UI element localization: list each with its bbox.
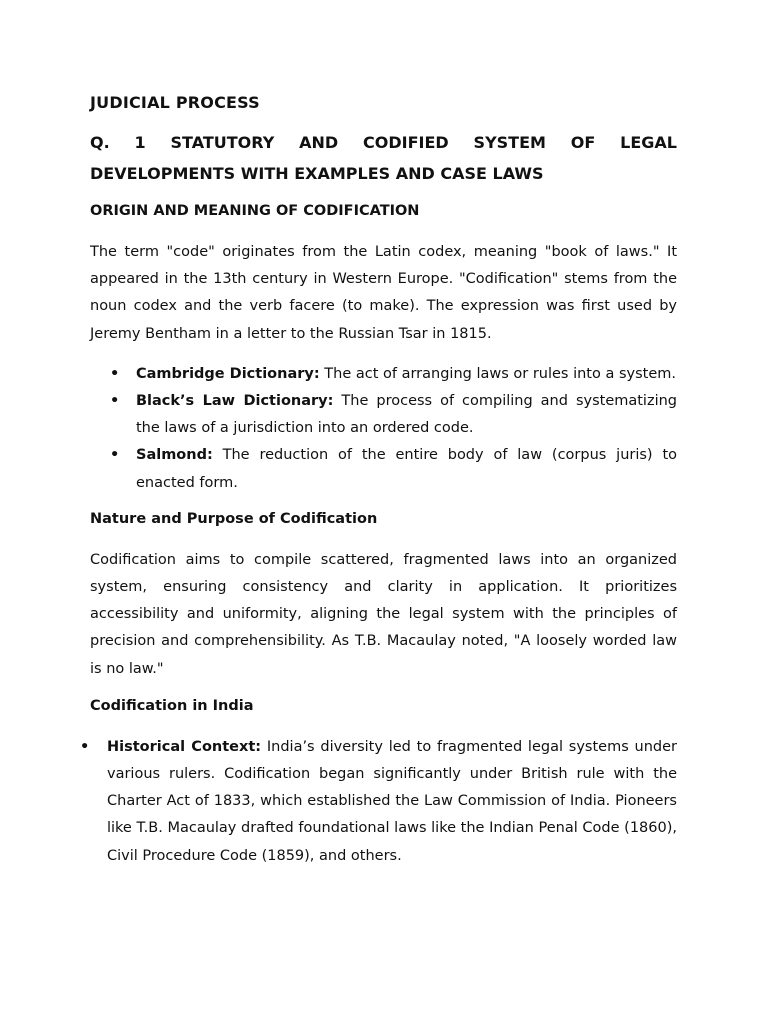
definition-text: The process of compiling and systematizing the laws of a jurisdiction into an ordered code. bbox=[136, 393, 677, 437]
bullet-glyph: • bbox=[80, 738, 90, 755]
bullet-glyph: • bbox=[110, 447, 120, 464]
paragraph-origin: The term "code" originates from the Latin codex, meaning "book of laws." It appeared in the 13th century in Western Europe. "Codification" stems from the noun codex and the verb facere (to make). The expression was first used by Jeremy Bentham in a letter to the Russian Tsar in 1815. bbox=[90, 244, 677, 342]
context-text: India’s diversity led to fragmented legal systems under various rulers. Codification began significantly under British rule with the Charter Act of 1833, which established the Law Commission of India. Pioneers like T.B. Macaulay drafted foundational laws like the Indian Penal Code (1860), Civil Procedure Code (1859), and others. bbox=[107, 738, 677, 864]
document-title: JUDICIAL PROCESS bbox=[90, 93, 260, 112]
question-line-1: Q. 1 STATUTORY AND CODIFIED SYSTEM OF LEGAL bbox=[90, 133, 677, 152]
list-item bbox=[72, 734, 677, 870]
list-item bbox=[90, 442, 677, 496]
document-page bbox=[80, 91, 677, 882]
question-line-2: DEVELOPMENTS WITH EXAMPLES AND CASE LAWS bbox=[90, 164, 544, 183]
bullet-glyph: • bbox=[110, 365, 120, 382]
list-item bbox=[90, 388, 677, 442]
india-list bbox=[72, 734, 677, 870]
definitions-list bbox=[90, 361, 677, 497]
definition-text: The reduction of the entire body of law (corpus juris) to enacted form. bbox=[136, 447, 677, 491]
definition-term: Cambridge Dictionary: bbox=[136, 365, 320, 382]
section-heading-nature: Nature and Purpose of Codification bbox=[90, 510, 378, 527]
section-heading-india: Codification in India bbox=[90, 697, 254, 714]
definition-term: Salmond: bbox=[136, 447, 213, 464]
list-item bbox=[90, 361, 677, 388]
bullet-glyph: • bbox=[110, 393, 120, 410]
definition-text: The act of arranging laws or rules into a system. bbox=[319, 365, 676, 382]
question-heading bbox=[90, 127, 677, 189]
paragraph-nature: Codification aims to compile scattered, fragmented laws into an organized system, ensuring consistency and clarity in application. It prioritizes accessibility and uniformity, aligning the legal system with the principles of precision and comprehensibility. As T.B. Macaulay noted, "A loosely worded law is no law." bbox=[90, 551, 677, 677]
context-term: Historical Context: bbox=[107, 738, 262, 755]
definition-term: Black’s Law Dictionary: bbox=[136, 393, 334, 410]
section-heading-origin: ORIGIN AND MEANING OF CODIFICATION bbox=[90, 203, 420, 219]
